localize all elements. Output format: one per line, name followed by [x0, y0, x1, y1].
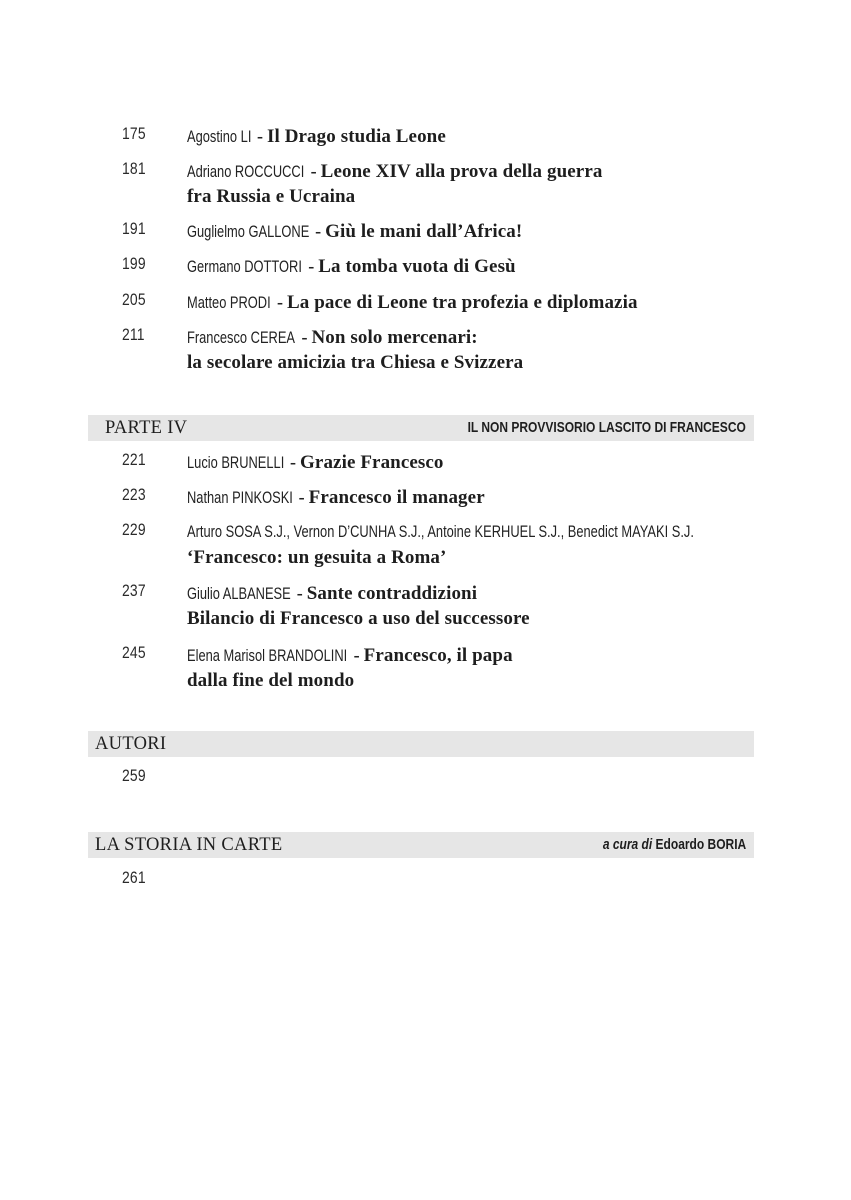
article-title: Leone XIV alla prova della guerra: [320, 161, 603, 182]
separator: -: [277, 292, 283, 312]
page-number: 181: [122, 159, 146, 178]
article-title: Francesco, il papa: [363, 645, 513, 666]
section-credit: [603, 832, 746, 858]
article-title: Non solo mercenari:: [311, 327, 478, 348]
separator: -: [256, 126, 263, 146]
article-title: ‘Francesco: un gesuita a Roma’: [187, 547, 447, 568]
credit-name: Edoardo BORIA: [655, 836, 746, 853]
author-name: Guglielmo GALLONE: [187, 223, 310, 241]
page-number: 191: [122, 219, 146, 238]
article-title-line2: fra Russia e Ucraina: [187, 186, 356, 207]
separator: -: [353, 645, 360, 665]
separator: -: [296, 583, 303, 603]
separator: -: [298, 487, 305, 507]
author-name: Lucio BRUNELLI: [187, 454, 285, 472]
section-header-autori: [88, 731, 754, 757]
author-name: Francesco CEREA: [187, 329, 296, 347]
section-label: LA STORIA IN CARTE: [95, 835, 283, 855]
article-title: Il Drago studia Leone: [266, 126, 446, 147]
page-number: 229: [122, 520, 146, 539]
page-number: 259: [122, 766, 146, 785]
page-number: 261: [122, 868, 146, 887]
separator: -: [315, 221, 322, 241]
author-name: Matteo PRODI: [187, 294, 271, 312]
credit-prefix: a cura di: [602, 836, 652, 853]
page-number: 205: [122, 290, 146, 309]
page-number: 175: [122, 124, 146, 143]
page-number: 221: [122, 450, 146, 469]
separator: -: [310, 161, 317, 181]
author-name: Adriano ROCCUCCI: [187, 163, 305, 181]
author-name: Elena Marisol BRANDOLINI: [187, 647, 348, 665]
article-title: Sante contraddizioni: [306, 583, 478, 604]
author-name: Arturo SOSA S.J., Vernon D’CUNHA S.J., Antoine KERHUEL S.J., Benedict MAYAKI S.J.: [187, 523, 694, 541]
article-title-line2: la secolare amicizia tra Chiesa e Svizzera: [187, 352, 524, 373]
page-number: 211: [122, 325, 145, 344]
article-title: Grazie Francesco: [300, 452, 444, 473]
section-label: AUTORI: [95, 734, 167, 754]
article-title: La tomba vuota di Gesù: [318, 256, 516, 277]
separator: -: [290, 452, 297, 472]
section-label: PARTE IV: [105, 418, 188, 438]
article-title-line2: Bilancio di Francesco a uso del successore: [187, 608, 530, 629]
author-name: Nathan PINKOSKI: [187, 489, 293, 507]
page-number: 223: [122, 485, 146, 504]
page-number: 237: [122, 581, 146, 600]
article-title: Giù le mani dall’Africa!: [325, 221, 523, 242]
section-header-storia-in-carte: [88, 832, 754, 858]
page-number: 199: [122, 254, 146, 273]
separator: -: [301, 327, 308, 347]
article-title-line2: dalla fine del mondo: [187, 670, 355, 691]
article-title: La pace di Leone tra profezia e diplomazia: [287, 292, 638, 313]
section-header-parte-iv: [88, 415, 754, 441]
author-name: Agostino LI: [187, 128, 252, 146]
article-title: Francesco il manager: [308, 487, 485, 508]
page-number: 245: [122, 643, 146, 662]
author-name: Germano DOTTORI: [187, 258, 302, 276]
separator: -: [308, 256, 315, 276]
author-name: Giulio ALBANESE: [187, 585, 291, 603]
section-heading: IL NON PROVVISORIO LASCITO DI FRANCESCO: [467, 419, 746, 436]
